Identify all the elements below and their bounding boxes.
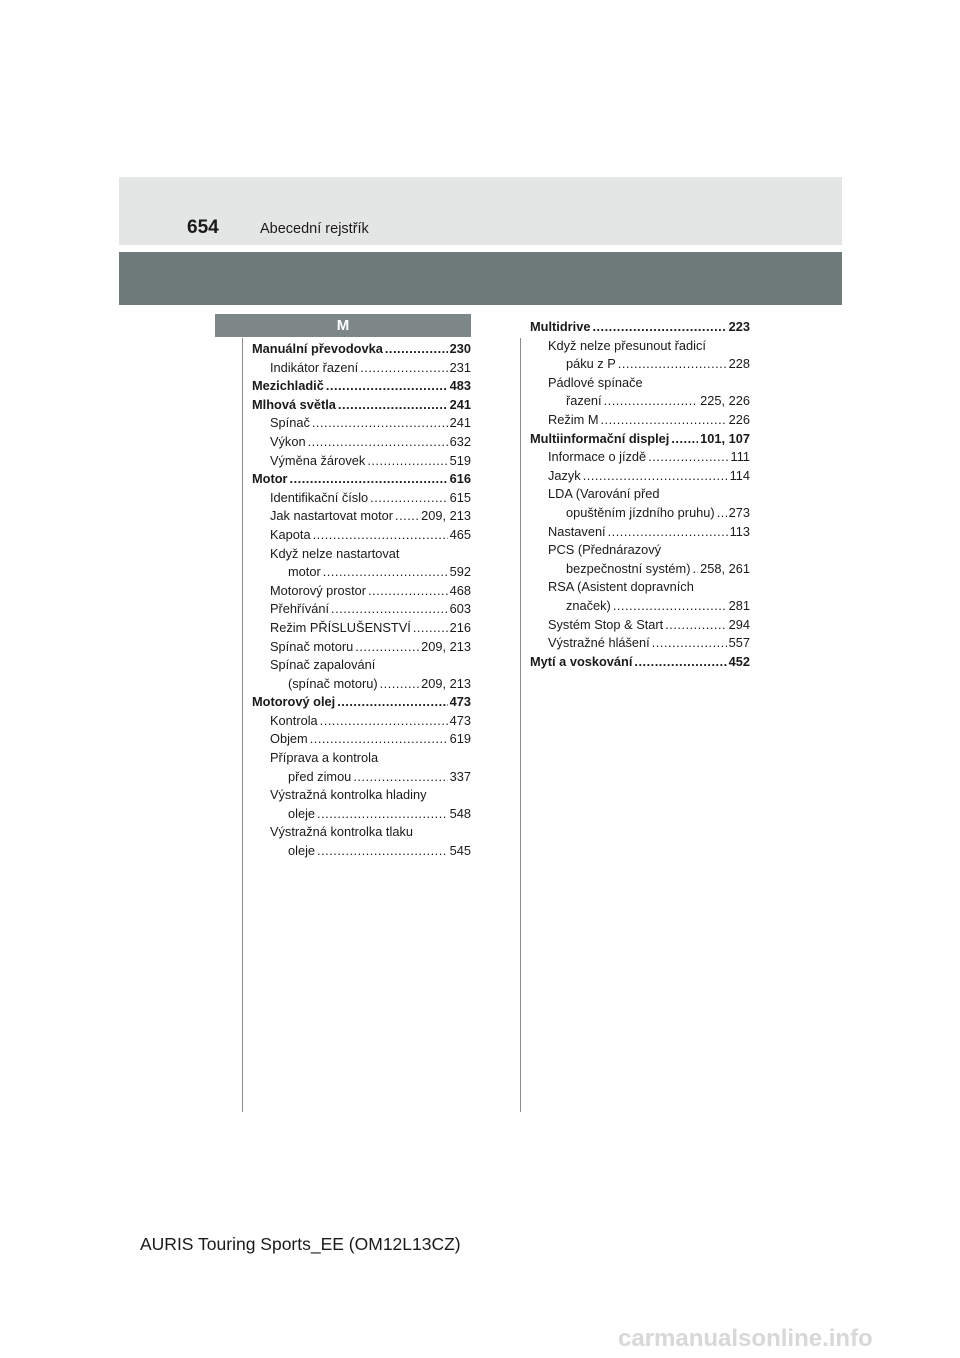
entry-page-ref[interactable]: 216	[449, 619, 471, 635]
entry-label: Výstražné hlášení	[548, 635, 650, 651]
index-subentry	[252, 563, 471, 582]
entry-page-ref[interactable]: 209, 213	[421, 675, 471, 691]
index-entry	[252, 470, 471, 489]
dot-leader	[353, 768, 447, 787]
dot-leader	[692, 560, 698, 579]
dot-leader	[618, 355, 727, 374]
entry-label: Přehřívání	[270, 601, 330, 617]
entry-page-ref[interactable]: 209, 213	[421, 638, 471, 654]
dot-leader	[652, 634, 727, 653]
dot-leader	[317, 805, 448, 824]
index-subentry	[252, 452, 471, 471]
entry-label: bezpečnostní systém)	[566, 560, 691, 576]
index-subentry	[252, 638, 471, 657]
entry-label: motor	[288, 564, 321, 580]
dot-leader	[290, 470, 448, 489]
entry-label: oleje	[288, 805, 316, 821]
entry-page-ref[interactable]: 603	[449, 601, 471, 617]
index-subentry	[530, 616, 750, 635]
index-subentry-heading: PCS (Přednárazový	[548, 542, 662, 558]
entry-label: Informace o jízdě	[548, 449, 647, 465]
entry-page-ref[interactable]: 592	[449, 564, 471, 580]
entry-page-ref[interactable]: 113	[729, 523, 750, 539]
entry-page-ref[interactable]: 557	[728, 635, 750, 651]
entry-label: Spínač	[270, 415, 310, 431]
index-subentry	[252, 768, 471, 787]
entry-page-ref[interactable]: 223	[728, 319, 750, 334]
index-subentry	[530, 448, 750, 467]
index-subentry-heading: Spínač zapalování	[270, 657, 376, 673]
index-subentry	[252, 619, 471, 638]
dot-leader	[317, 842, 448, 861]
index-subentry-heading: Pádlové spínače	[548, 374, 643, 390]
entry-label: Multiinformační displej	[530, 430, 670, 446]
index-subentry	[252, 712, 471, 731]
entry-page-ref[interactable]: 226	[728, 411, 750, 427]
entry-page-ref[interactable]: 294	[728, 616, 750, 632]
entry-page-ref[interactable]: 111	[730, 449, 750, 465]
entry-page-ref[interactable]: 273	[728, 504, 750, 520]
dot-leader	[648, 448, 728, 467]
entry-label: Kontrola	[270, 712, 318, 728]
page-number: 654	[187, 217, 219, 238]
index-entry	[530, 430, 750, 449]
index-entry	[252, 693, 471, 712]
entry-page-ref[interactable]: 545	[449, 843, 471, 859]
index-subentry-heading: Výstražná kontrolka hladiny	[270, 787, 427, 803]
entry-label: Indikátor řazení	[270, 359, 359, 375]
dot-leader	[326, 377, 448, 396]
entry-page-ref[interactable]: 468	[449, 582, 471, 598]
dot-leader	[717, 504, 727, 523]
entry-page-ref[interactable]: 483	[449, 378, 471, 394]
dot-leader	[385, 340, 448, 359]
dot-leader	[413, 619, 448, 638]
dot-leader	[608, 523, 728, 542]
index-subentry	[252, 675, 471, 694]
index-subentry	[252, 805, 471, 824]
index-subentry	[252, 489, 471, 508]
entry-page-ref[interactable]: 228	[728, 356, 750, 372]
entry-page-ref[interactable]: 619	[449, 731, 471, 747]
index-entry	[530, 318, 750, 337]
entry-label: Jak nastartovat motor	[270, 508, 394, 524]
index-subentry	[252, 600, 471, 619]
entry-page-ref[interactable]: 114	[729, 467, 750, 483]
entry-page-ref[interactable]: 632	[449, 433, 471, 449]
entry-label: Mlhová světla	[252, 396, 336, 412]
dot-leader	[592, 318, 726, 337]
index-entry	[252, 396, 471, 415]
index-subentry	[252, 433, 471, 452]
dot-leader	[583, 467, 728, 486]
header-dark-band	[119, 252, 842, 305]
entry-label: Mezichladič	[252, 378, 324, 394]
dot-leader	[337, 693, 447, 712]
index-subentry-heading: Když nelze přesunout řadicí	[548, 337, 706, 353]
entry-label: Systém Stop & Start	[548, 616, 664, 632]
dot-leader	[308, 433, 448, 452]
index-subentry	[530, 392, 750, 411]
dot-leader	[671, 430, 698, 449]
entry-page-ref[interactable]: 241	[449, 396, 471, 412]
index-entry	[252, 340, 471, 359]
entry-label: řazení	[566, 393, 602, 409]
entry-page-ref[interactable]: 209, 213	[421, 508, 471, 524]
dot-leader	[613, 597, 727, 616]
entry-page-ref[interactable]: 615	[449, 489, 471, 505]
entry-page-ref[interactable]: 281	[728, 597, 750, 613]
entry-page-ref[interactable]: 473	[449, 712, 471, 728]
dot-leader	[310, 730, 448, 749]
index-subentry	[530, 634, 750, 653]
entry-label: Manuální převodovka	[252, 341, 383, 356]
header-band	[119, 177, 842, 245]
index-subentry	[530, 523, 750, 542]
entry-label: Motorový olej	[252, 694, 336, 710]
entry-page-ref[interactable]: 465	[449, 526, 471, 542]
entry-page-ref[interactable]: 241	[449, 415, 471, 431]
entry-page-ref[interactable]: 337	[449, 768, 471, 784]
dot-leader	[600, 411, 726, 430]
entry-label: Motorový prostor	[270, 582, 367, 598]
entry-label: Jazyk	[548, 467, 581, 483]
index-letter-tab: M	[215, 314, 471, 337]
entry-label: páku z P	[566, 356, 616, 372]
dot-leader	[395, 507, 419, 526]
dot-leader	[665, 616, 726, 635]
index-subentry	[252, 507, 471, 526]
entry-label: Výkon	[270, 433, 306, 449]
index-subentry	[252, 359, 471, 378]
entry-page-ref[interactable]: 519	[449, 452, 471, 468]
dot-leader	[604, 392, 699, 411]
dot-leader	[368, 582, 448, 601]
entry-label: Identifikační číslo	[270, 489, 369, 505]
index-subentry	[252, 730, 471, 749]
entry-label: před zimou	[288, 768, 352, 784]
column-divider-right	[520, 338, 521, 1112]
index-subentry-heading: Když nelze nastartovat	[270, 545, 400, 561]
entry-label: opuštěním jízdního pruhu)	[566, 504, 715, 520]
dot-leader	[338, 396, 448, 415]
entry-label: Motor	[252, 471, 288, 487]
dot-leader	[380, 675, 420, 694]
index-subentry	[530, 597, 750, 616]
dot-leader	[312, 414, 448, 433]
entry-label: Spínač motoru	[270, 638, 354, 654]
watermark: carmanualsonline.info	[618, 1325, 873, 1352]
dot-leader	[331, 600, 448, 619]
entry-label: Mytí a voskování	[530, 653, 633, 669]
entry-page-ref[interactable]: 616	[449, 471, 471, 487]
index-subentry-heading: LDA (Varování před	[548, 486, 660, 502]
index-entry	[252, 377, 471, 396]
entry-label: Nastavení	[548, 523, 606, 539]
entry-page-ref[interactable]: 230	[449, 341, 471, 356]
entry-label: značek)	[566, 597, 611, 613]
entry-page-ref[interactable]: 101, 107	[700, 430, 750, 446]
column-divider-left	[242, 338, 243, 1112]
entry-page-ref[interactable]: 231	[449, 359, 471, 375]
entry-label: Režim PŘÍSLUŠENSTVÍ	[270, 619, 411, 635]
entry-page-ref[interactable]: 225, 226	[700, 393, 750, 409]
dot-leader	[370, 489, 447, 508]
entry-label: Kapota	[270, 526, 311, 542]
index-subentry	[530, 560, 750, 579]
index-entry	[530, 653, 750, 672]
entry-page-ref[interactable]: 258, 261	[700, 560, 750, 576]
index-subentry-heading: Výstražná kontrolka tlaku	[270, 824, 413, 840]
entry-label: Režim M	[548, 411, 599, 427]
entry-page-ref[interactable]: 452	[728, 653, 750, 669]
index-subentry	[252, 842, 471, 861]
dot-leader	[323, 563, 448, 582]
entry-label: (spínač motoru)	[288, 675, 378, 691]
dot-leader	[367, 452, 447, 471]
dot-leader	[355, 638, 419, 657]
index-subentry	[530, 411, 750, 430]
index-subentry-heading: RSA (Asistent dopravních	[548, 579, 694, 595]
index-subentry	[530, 504, 750, 523]
entry-page-ref[interactable]: 548	[449, 805, 471, 821]
index-subentry	[252, 414, 471, 433]
dot-leader	[313, 526, 448, 545]
entry-label: oleje	[288, 843, 316, 859]
entry-page-ref[interactable]: 473	[449, 694, 471, 710]
index-subentry	[530, 355, 750, 374]
index-column-right	[530, 318, 750, 671]
section-title: Abecední rejstřík	[260, 221, 369, 237]
entry-label: Výměna žárovek	[270, 452, 366, 468]
entry-label: Multidrive	[530, 319, 591, 334]
dot-leader	[634, 653, 726, 672]
index-subentry	[252, 582, 471, 601]
index-subentry	[252, 526, 471, 545]
manual-id-footer: AURIS Touring Sports_EE (OM12L13CZ)	[140, 1234, 461, 1254]
dot-leader	[320, 712, 448, 731]
index-subentry	[530, 467, 750, 486]
index-column-left	[252, 340, 471, 861]
dot-leader	[360, 359, 447, 378]
entry-label: Objem	[270, 731, 308, 747]
index-subentry-heading: Příprava a kontrola	[270, 750, 379, 766]
